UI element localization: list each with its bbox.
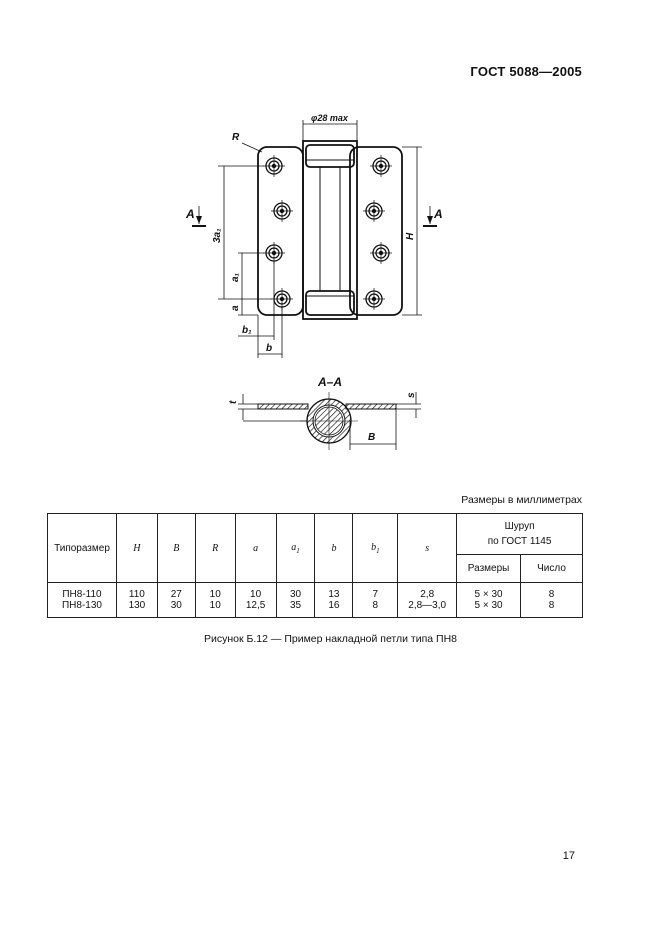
cell-B: 27 30	[157, 583, 195, 618]
label-B: B	[368, 432, 376, 443]
label-section-view: A–A	[318, 375, 343, 389]
document-standard-header: ГОСТ 5088—2005	[470, 64, 582, 79]
cell-a1: 30 35	[276, 583, 315, 618]
cell-type: ПН8-110 ПН8-130	[48, 583, 117, 618]
header-B: B	[157, 514, 195, 583]
label-section-left: A	[186, 207, 195, 221]
header-a: a	[235, 514, 276, 583]
label-diameter: φ28 max	[311, 113, 348, 123]
header-s: s	[398, 514, 457, 583]
header-H: H	[116, 514, 157, 583]
figure-caption: Рисунок Б.12 — Пример накладной петли типа ПН8	[203, 633, 458, 645]
header-a1: $a_1$	[276, 514, 315, 583]
header-b: b	[315, 514, 353, 583]
cell-H: 110 130	[116, 583, 157, 618]
cell-a: 10 12,5	[235, 583, 276, 618]
label-a: a	[230, 305, 241, 311]
units-note: Размеры в миллиметрах	[461, 494, 582, 506]
cell-b: 13 16	[315, 583, 353, 618]
header-screw-count: Число	[521, 555, 583, 583]
page-number: 17	[562, 850, 575, 862]
label-s: s	[406, 392, 417, 398]
dimensions-table	[47, 513, 583, 618]
cell-s: 2,8 2,8—3,0	[398, 583, 457, 618]
label-a1: a₁	[230, 272, 241, 282]
label-s-left: t	[228, 400, 239, 404]
dimension-horizontal-bottom	[238, 262, 282, 358]
label-H: H	[405, 232, 416, 240]
label-b1: b₁	[242, 325, 252, 336]
label-section-right: A	[434, 207, 443, 221]
header-R: R	[195, 514, 235, 583]
dimension-diameter	[303, 120, 357, 141]
cell-R: 10 10	[195, 583, 235, 618]
cell-b1: 7 8	[353, 583, 398, 618]
label-3a1: 3a₁	[212, 228, 223, 243]
header-b1: $b_1$	[353, 514, 398, 583]
cell-screw-count: 8 8	[521, 583, 583, 618]
header-type: Типоразмер	[48, 514, 117, 583]
header-screw-size: Размеры	[457, 555, 521, 583]
label-radius: R	[232, 132, 240, 143]
label-b: b	[266, 343, 273, 354]
dimension-height	[402, 147, 422, 315]
table-row	[48, 583, 583, 618]
dimension-vertical-left	[218, 166, 272, 315]
cell-screw-size: 5 × 30 5 × 30	[457, 583, 521, 618]
header-screw: Шуруп по ГОСТ 1145	[457, 514, 583, 555]
